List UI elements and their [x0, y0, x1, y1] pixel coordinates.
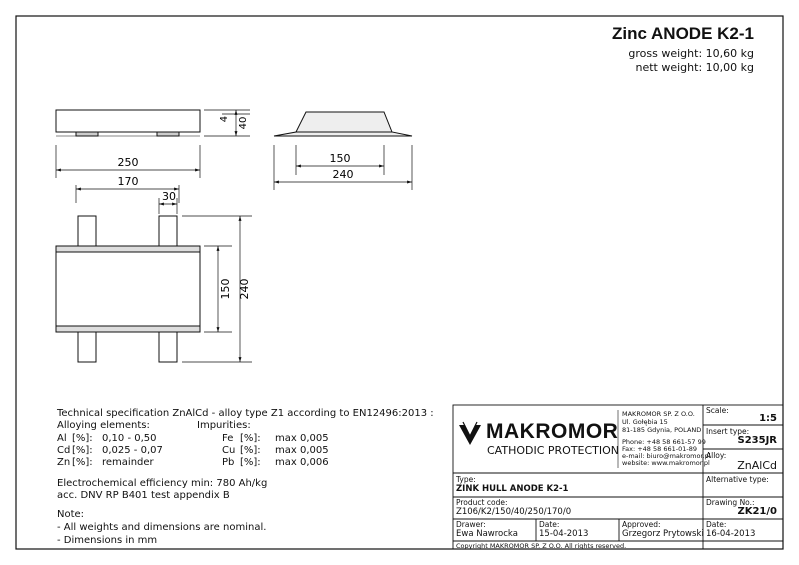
drawing-no-label: Drawing No.: — [706, 498, 755, 507]
date-label: Date: — [706, 520, 727, 529]
address-line: Ul. Gołębia 15 — [622, 418, 668, 426]
insert-value: S235JR — [737, 435, 777, 446]
note-line: - All weights and dimensions are nominal. — [57, 522, 267, 533]
date-label: Date: — [539, 520, 560, 529]
product-code-value: Z106/K2/150/40/250/170/0 — [456, 507, 572, 517]
drawing-no-value: ZK21/0 — [737, 506, 777, 517]
contact-website: website: www.makromor.pl — [622, 459, 710, 467]
dim-label-170: 170 — [117, 175, 139, 188]
dim-label-250: 250 — [117, 156, 139, 169]
date-value: 16-04-2013 — [706, 529, 756, 539]
imp-el: Pb — [222, 457, 235, 468]
alloy-val: 0,10 - 0,50 — [102, 433, 157, 444]
company-subtitle: CATHODIC PROTECTION — [487, 444, 620, 457]
imp-val: max 0,005 — [275, 445, 329, 456]
alloy-val: 0,025 - 0,07 — [102, 445, 163, 456]
alloy-value: ZnAlCd — [737, 459, 777, 472]
efficiency-text: Electrochemical efficiency min: 780 Ah/kg — [57, 478, 268, 489]
contact-phone: Phone: +48 58 661-57 99 — [622, 438, 706, 446]
makromor-logo-icon — [459, 422, 481, 445]
drawer-value: Ewa Nawrocka — [456, 529, 518, 539]
note-line: - Dimensions in mm — [57, 535, 158, 546]
dim-label-240-vert: 240 — [238, 278, 251, 300]
scale-label: Scale: — [706, 406, 729, 415]
gross-weight: gross weight: 10,60 kg — [628, 47, 754, 60]
scale-value: 1:5 — [759, 413, 777, 424]
dim-label-240-side: 240 — [332, 168, 354, 181]
alloy-unit: [%]: — [72, 457, 93, 468]
type-value: ZINK HULL ANODE K2-1 — [456, 484, 569, 494]
alloy-el: Zn — [57, 457, 71, 468]
alloy-label: Alloy: — [706, 451, 727, 460]
front-view — [56, 110, 200, 136]
dim-label-4: 4 — [219, 115, 230, 123]
drawer-label: Drawer: — [456, 520, 486, 529]
side-view — [274, 112, 412, 136]
address-line: 81-185 Gdynia, POLAND — [622, 426, 702, 434]
copyright-text: Copyright MAKROMOR SP. Z O.O. All rights reserved. — [456, 542, 627, 550]
top-view — [56, 216, 200, 362]
nett-weight: nett weight: 10,00 kg — [635, 61, 754, 74]
imp-el: Fe — [222, 433, 234, 444]
page-title: Zinc ANODE K2-1 — [611, 24, 754, 43]
imp-unit: [%]: — [240, 445, 261, 456]
dim-label-150-side: 150 — [329, 152, 351, 165]
type-label: Type: — [456, 475, 476, 484]
approved-value: Grzegorz Prytowski — [622, 529, 704, 539]
company-logo-text: MAKROMOR — [486, 420, 619, 443]
alloy-el: Cd — [57, 445, 71, 456]
alloying-header: Alloying elements: — [57, 420, 150, 431]
imp-val: max 0,006 — [275, 457, 329, 468]
spec-line: Technical specification ZnAlCd - alloy type Z1 according to EN12496:2013 : — [57, 408, 434, 419]
dim-front-width — [56, 145, 200, 203]
imp-val: max 0,005 — [275, 433, 329, 444]
alloy-unit: [%]: — [72, 433, 93, 444]
dim-label-30: 30 — [162, 190, 176, 203]
alloy-unit: [%]: — [72, 445, 93, 456]
alloy-el: Al — [57, 433, 67, 444]
dim-label-150-vert: 150 — [219, 278, 232, 300]
dnv-text: acc. DNV RP B401 test appendix B — [57, 490, 230, 501]
note-title: Note: — [57, 509, 85, 520]
impurities-header: Impurities: — [197, 420, 251, 431]
imp-unit: [%]: — [240, 433, 261, 444]
product-code-label: Product code: — [456, 498, 508, 507]
contact-email: e-mail: biuro@makromor.pl — [622, 452, 711, 460]
dim-label-40: 40 — [238, 116, 249, 130]
date-value: 15-04-2013 — [539, 529, 589, 539]
alt-type-label: Alternative type: — [706, 475, 769, 484]
alloy-val: remainder — [102, 457, 154, 468]
approved-label: Approved: — [622, 520, 661, 529]
contact-fax: Fax: +48 58 661-01-89 — [622, 445, 697, 453]
address-line: MAKROMOR SP. Z O.O. — [622, 410, 695, 418]
sheet-border — [16, 16, 783, 549]
imp-el: Cu — [222, 445, 236, 456]
imp-unit: [%]: — [240, 457, 261, 468]
insert-label: Insert type: — [706, 427, 750, 436]
